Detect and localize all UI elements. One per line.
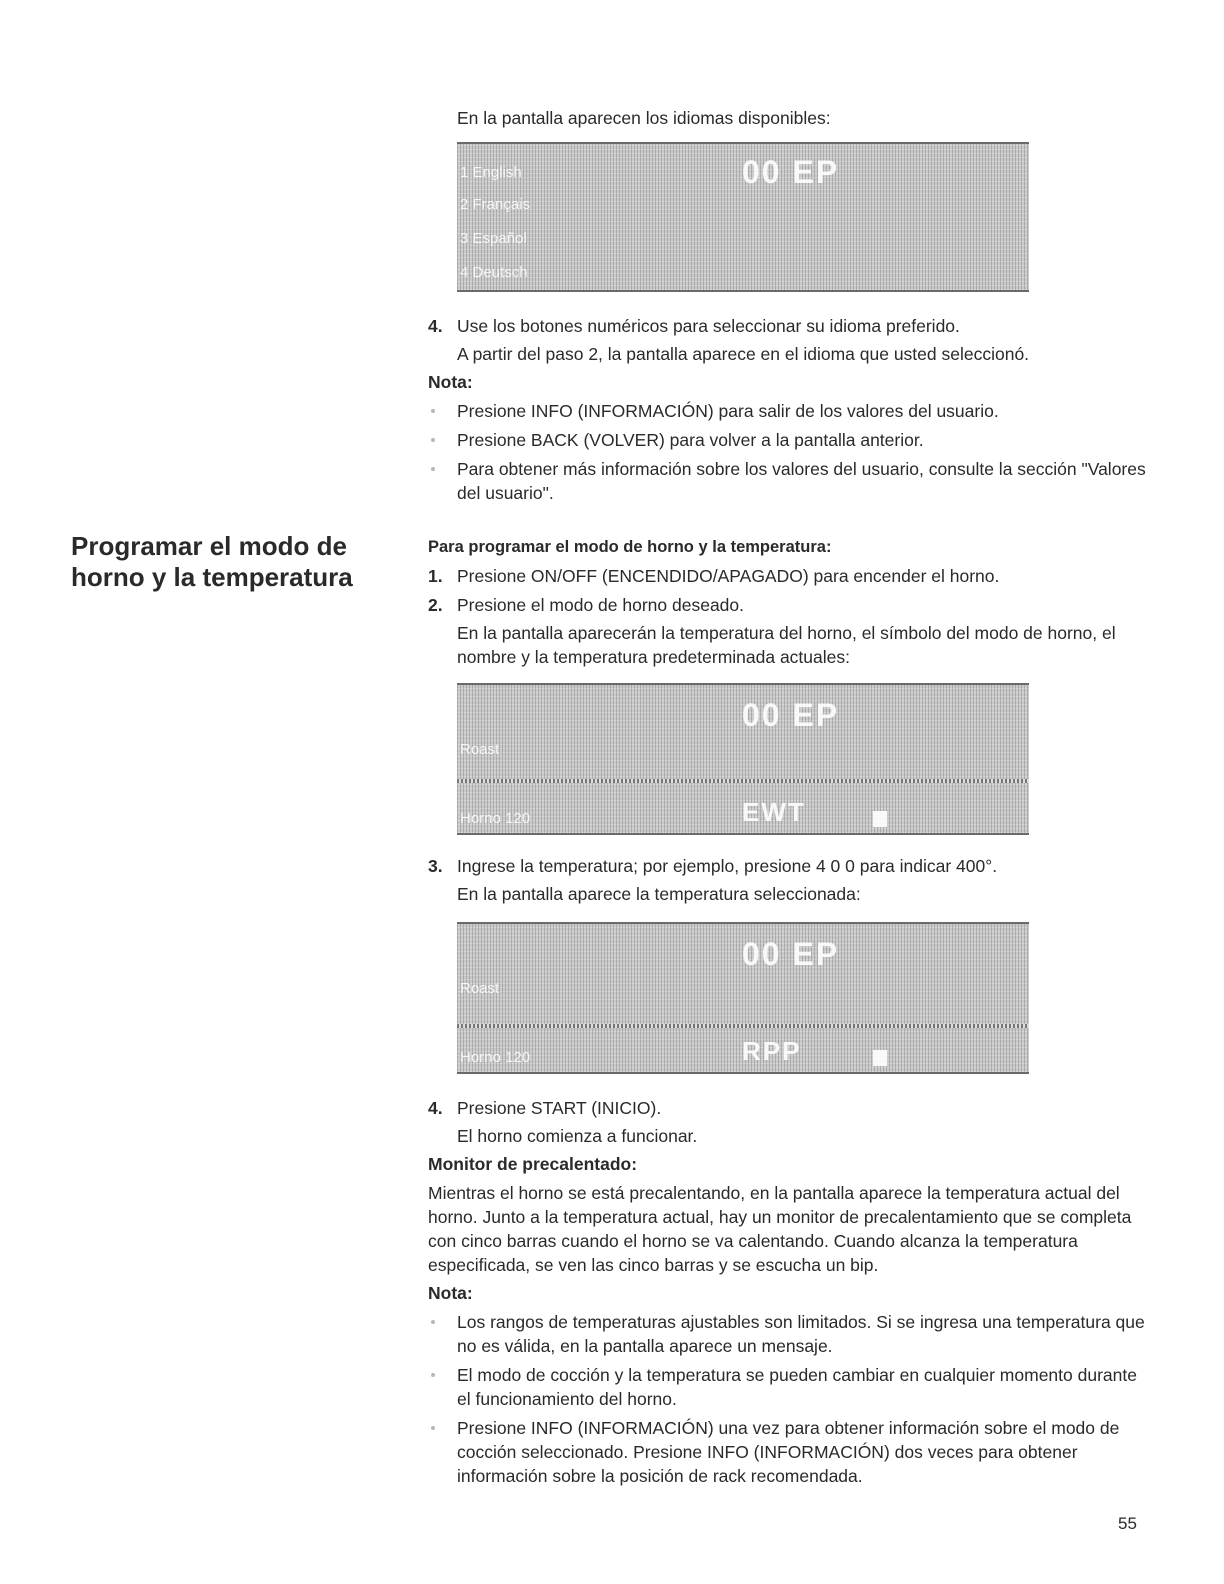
display-screen-temperature (457, 922, 1029, 1074)
note-item: Los rangos de temperaturas ajustables son limitados. Si se ingresa una temperatura que no es válida, en la pantalla aparece un mensaje. (428, 1310, 1147, 1358)
display-screen-languages (457, 142, 1029, 292)
step-item: 2. Presione el modo de horno deseado. En la pantalla aparecerán la temperatura del horno, el símbolo del modo de horno, el nombre y la temperatura predeterminada actuales: (428, 595, 1116, 667)
display-code: 00 EP (742, 154, 840, 190)
preheat-body: Mientras el horno se está precalentando, en la pantalla aparece la temperatura actual del horno. Junto a la temperatura actual, hay un monitor de precalentamiento que se completa con cinco barras cuando el horno se va calentando. Cuando alcanza la temperatura especificada, se ven las cinco barras y se escucha un bip. (428, 1183, 1132, 1275)
page-number: 55 (1118, 1514, 1137, 1533)
step-item: 3. Ingrese la temperatura; por ejemplo, presione 4 0 0 para indicar 400°. En la pantalla aparece la temperatura seleccionada: (428, 856, 998, 904)
intro-paragraph: En la pantalla aparecen los idiomas disponibles: (457, 108, 831, 128)
step-followup: A partir del paso 2, la pantalla aparece en el idioma que usted seleccionó. (457, 344, 1030, 364)
final-block (428, 1096, 1148, 1488)
bullet-icon (431, 1320, 435, 1324)
language-item-3: 3 Español (460, 230, 527, 247)
step-item (428, 314, 1148, 366)
mode-label: Roast (460, 980, 500, 997)
display-screen-mode (457, 683, 1029, 835)
language-item-1: 1 English (460, 164, 522, 181)
note-label: Nota: (428, 372, 473, 392)
bottom-label: Horno 120 (460, 810, 531, 827)
mode-label: Roast (460, 741, 500, 758)
procedure-block (428, 535, 1148, 669)
language-step-block (428, 314, 1148, 505)
procedure-title: Para programar el modo de horno y la temperatura: (428, 538, 832, 556)
step3-block (428, 854, 1148, 906)
block-icon (873, 1050, 887, 1066)
note-item: Presione INFO (INFORMACIÓN) para salir de los valores del usuario. (428, 399, 1148, 423)
note-item: El modo de cocción y la temperatura se pueden cambiar en cualquier momento durante el funcionamiento del horno. (428, 1363, 1147, 1411)
bullet-icon (431, 409, 435, 413)
bottom-code: EWT (742, 797, 806, 827)
preheat-title: Monitor de precalentado: (428, 1154, 638, 1174)
note-item: Presione BACK (VOLVER) para volver a la pantalla anterior. (428, 428, 1148, 452)
section-heading: Programar el modo de horno y la temperatura (71, 531, 353, 592)
note-item: Para obtener más información sobre los valores del usuario, consulte la sección "Valores del usuario". (428, 457, 1147, 505)
bullet-icon (431, 438, 435, 442)
bullet-icon (431, 1426, 435, 1430)
step-text: Use los botones numéricos para seleccionar su idioma preferido. (457, 316, 960, 336)
display-code: 00 EP (742, 936, 840, 972)
step-item: 1. Presione ON/OFF (ENCENDIDO/APAGADO) para encender el horno. (428, 566, 1000, 586)
bullet-icon (431, 1373, 435, 1377)
language-item-2: 2 Français (460, 196, 531, 213)
block-icon (873, 811, 887, 827)
bottom-label: Horno 120 (460, 1049, 531, 1066)
bottom-code: RPP (742, 1036, 802, 1066)
display-code: 00 EP (742, 697, 840, 733)
step-number: 4. (428, 316, 443, 336)
divider (457, 1024, 1029, 1028)
intro-text (457, 106, 1147, 130)
note-item: Presione INFO (INFORMACIÓN) una vez para obtener información sobre el modo de cocción seleccionado. Presione INFO (INFORMACIÓN) dos veces para obtener información sobre la posición de rack recomendada. (428, 1416, 1147, 1488)
divider (457, 779, 1029, 783)
step-item: 4. Presione START (INICIO). El horno comienza a funcionar. (428, 1098, 698, 1146)
language-item-4: 4 Deutsch (460, 264, 528, 281)
bullet-icon (431, 467, 435, 471)
note-label: Nota: (428, 1283, 473, 1303)
